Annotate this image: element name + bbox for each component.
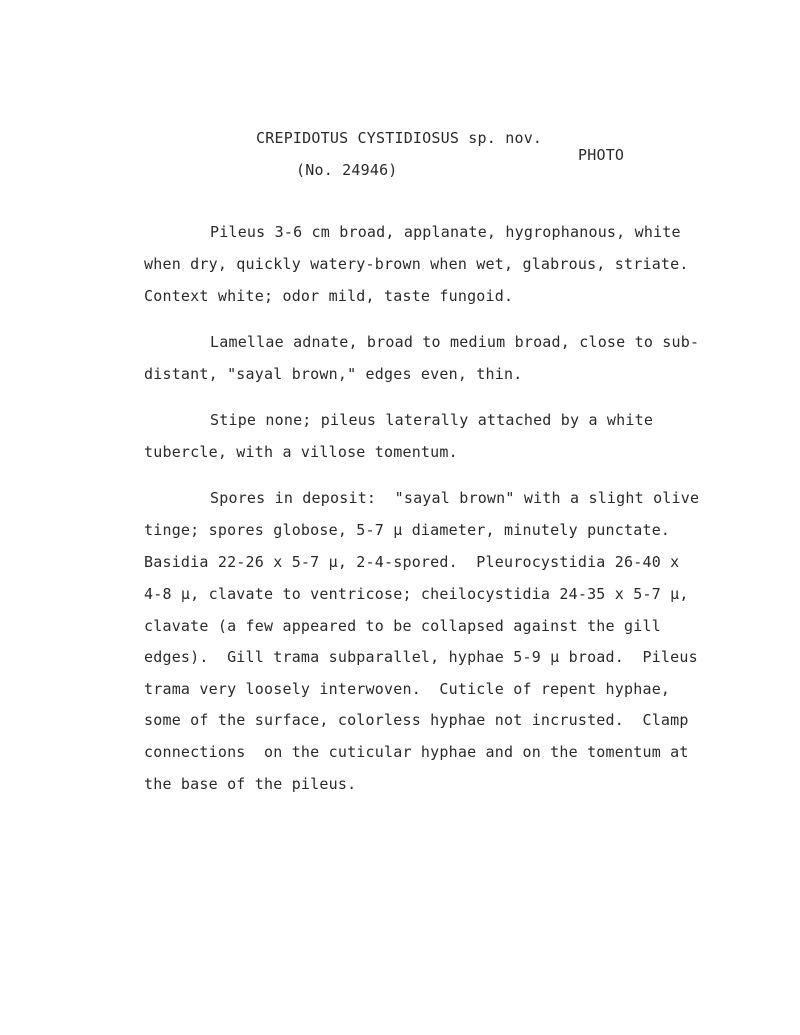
paragraph-spores-line-8: some of the surface, colorless hyphae not incrusted. Clamp xyxy=(144,711,689,729)
paragraph-pileus-line-1: Pileus 3-6 cm broad, applanate, hygrophanous, white xyxy=(210,223,681,241)
paragraph-spores-line-7: trama very loosely interwoven. Cuticle of repent hyphae, xyxy=(144,680,671,698)
paragraph-spores-line-3: Basidia 22-26 x 5-7 µ, 2-4-spored. Pleurocystidia 26-40 x xyxy=(144,553,680,571)
paragraph-lamellae-line-1: Lamellae adnate, broad to medium broad, close to sub- xyxy=(210,333,700,351)
collection-number: (No. 24946) xyxy=(296,161,398,179)
paragraph-lamellae-line-2: distant, "sayal brown," edges even, thin. xyxy=(144,365,523,383)
paragraph-spores-line-10: the base of the pileus. xyxy=(144,775,357,793)
paragraph-pileus-line-3: Context white; odor mild, taste fungoid. xyxy=(144,287,514,305)
paragraph-spores-line-4: 4-8 µ, clavate to ventricose; cheilocystidia 24-35 x 5-7 µ, xyxy=(144,585,689,603)
photo-note: PHOTO xyxy=(578,146,625,164)
species-title: CREPIDOTUS CYSTIDIOSUS sp. nov. xyxy=(256,129,543,147)
paragraph-spores-line-2: tinge; spores globose, 5-7 µ diameter, minutely punctate. xyxy=(144,521,671,539)
paragraph-stipe-line-2: tubercle, with a villose tomentum. xyxy=(144,443,458,461)
paragraph-spores-line-1: Spores in deposit: "sayal brown" with a slight olive xyxy=(210,489,700,507)
paragraph-spores-line-9: connections on the cuticular hyphae and on the tomentum at xyxy=(144,743,689,761)
paragraph-stipe-line-1: Stipe none; pileus laterally attached by a white xyxy=(210,411,654,429)
paragraph-spores-line-6: edges). Gill trama subparallel, hyphae 5-9 µ broad. Pileus xyxy=(144,648,698,666)
paragraph-pileus-line-2: when dry, quickly watery-brown when wet, glabrous, striate. xyxy=(144,255,689,273)
paragraph-spores-line-5: clavate (a few appeared to be collapsed against the gill xyxy=(144,617,661,635)
